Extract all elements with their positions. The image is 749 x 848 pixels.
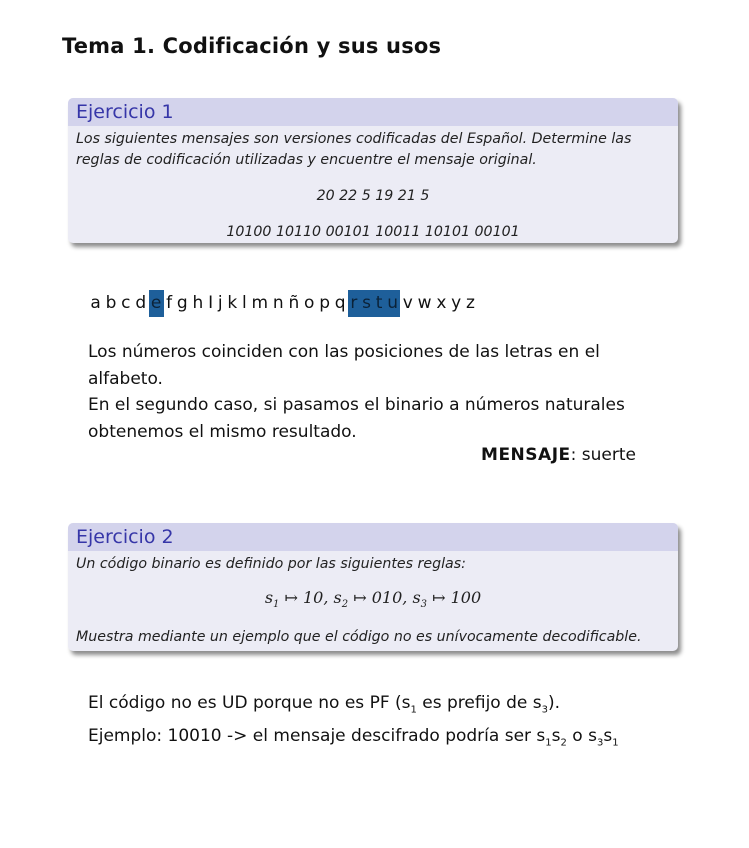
alphabet-letter: a (90, 293, 101, 313)
alphabet-letter: n (272, 293, 284, 313)
exercise-2-block (68, 523, 678, 651)
alphabet-letter: q (334, 293, 346, 313)
explanation-line-3: En el segundo caso, si pasamos el binario a números naturales (88, 395, 625, 415)
message-separator: : (570, 445, 577, 465)
explanation-line-4: obtenemos el mismo resultado. (88, 422, 357, 442)
alphabet-letter: c (121, 293, 131, 313)
alphabet-letter: k (227, 293, 238, 313)
alphabet-letter: l (242, 293, 247, 313)
answer-2-line-1: El código no es UD porque no es PF ($s_1$ es prefijo de $s_3$). (88, 693, 561, 716)
alphabet-letter: u (385, 290, 401, 317)
message-answer (481, 445, 636, 465)
alphabet-letter: y (451, 293, 462, 313)
explanation-line-2: alfabeto. (88, 369, 163, 389)
encoded-message-decimal: 20 22 5 19 21 5 (316, 188, 430, 204)
exercise-2-body (68, 551, 678, 651)
alphabet-letter: s (360, 290, 374, 317)
page-title: Tema 1. Codificación y sus usos (62, 34, 442, 58)
answer-2 (88, 690, 619, 757)
alphabet-letter: t (373, 290, 384, 317)
exercise-2-header: Ejercicio 2 (68, 523, 678, 551)
alphabet-letter: m (251, 293, 269, 313)
exercise-1-header: Ejercicio 1 (68, 98, 678, 126)
alphabet-letter: f (166, 293, 173, 313)
exercise-1-block (68, 98, 678, 243)
alphabet-letter: d (135, 293, 147, 313)
exercise-1-text: Los siguientes mensajes son versiones codificadas del Español. Determine las reglas de codificación utilizadas y encuentre el mensaje original. (76, 131, 632, 168)
exercise-2-text: Un código binario es definido por las siguientes reglas: (76, 556, 466, 572)
encoded-message-binary: 10100 10110 00101 10011 10101 00101 (226, 224, 520, 240)
alphabet-letter: ñ (288, 293, 300, 313)
alphabet-letter: I (208, 293, 214, 313)
exercise-2-text-2: Muestra mediante un ejemplo que el código no es unívocamente decodificable. (76, 629, 642, 646)
alphabet-letter: j (217, 293, 223, 313)
alphabet-letter: h (192, 293, 204, 313)
alphabet-letter: o (304, 293, 315, 313)
alphabet-letter: r (348, 290, 360, 317)
exercise-1-body (68, 126, 678, 243)
answer-2-line-2: Ejemplo: 10010 -> el mensaje descifrado podría ser $s_1s_2$ o $s_3s_1$ (88, 726, 619, 749)
alphabet-letter: x (436, 293, 447, 313)
alphabet-letter: w (417, 293, 432, 313)
alphabet-letter: z (466, 293, 475, 313)
alphabet-letter: e (149, 290, 164, 317)
message-value: suerte (581, 445, 636, 465)
code-rule: $s_1$ ↦ 10, $s_2$ ↦ 010, $s_3$ ↦ 100 (264, 588, 482, 611)
alphabet-letter: v (402, 293, 413, 313)
alphabet-letter: g (176, 293, 188, 313)
message-label: MENSAJE (481, 445, 571, 465)
alphabet-letter: b (105, 293, 117, 313)
explanation-line-1: Los números coinciden con las posiciones de las letras en el (88, 342, 600, 362)
alphabet-letter: p (319, 293, 330, 313)
alphabet-row (88, 290, 477, 317)
